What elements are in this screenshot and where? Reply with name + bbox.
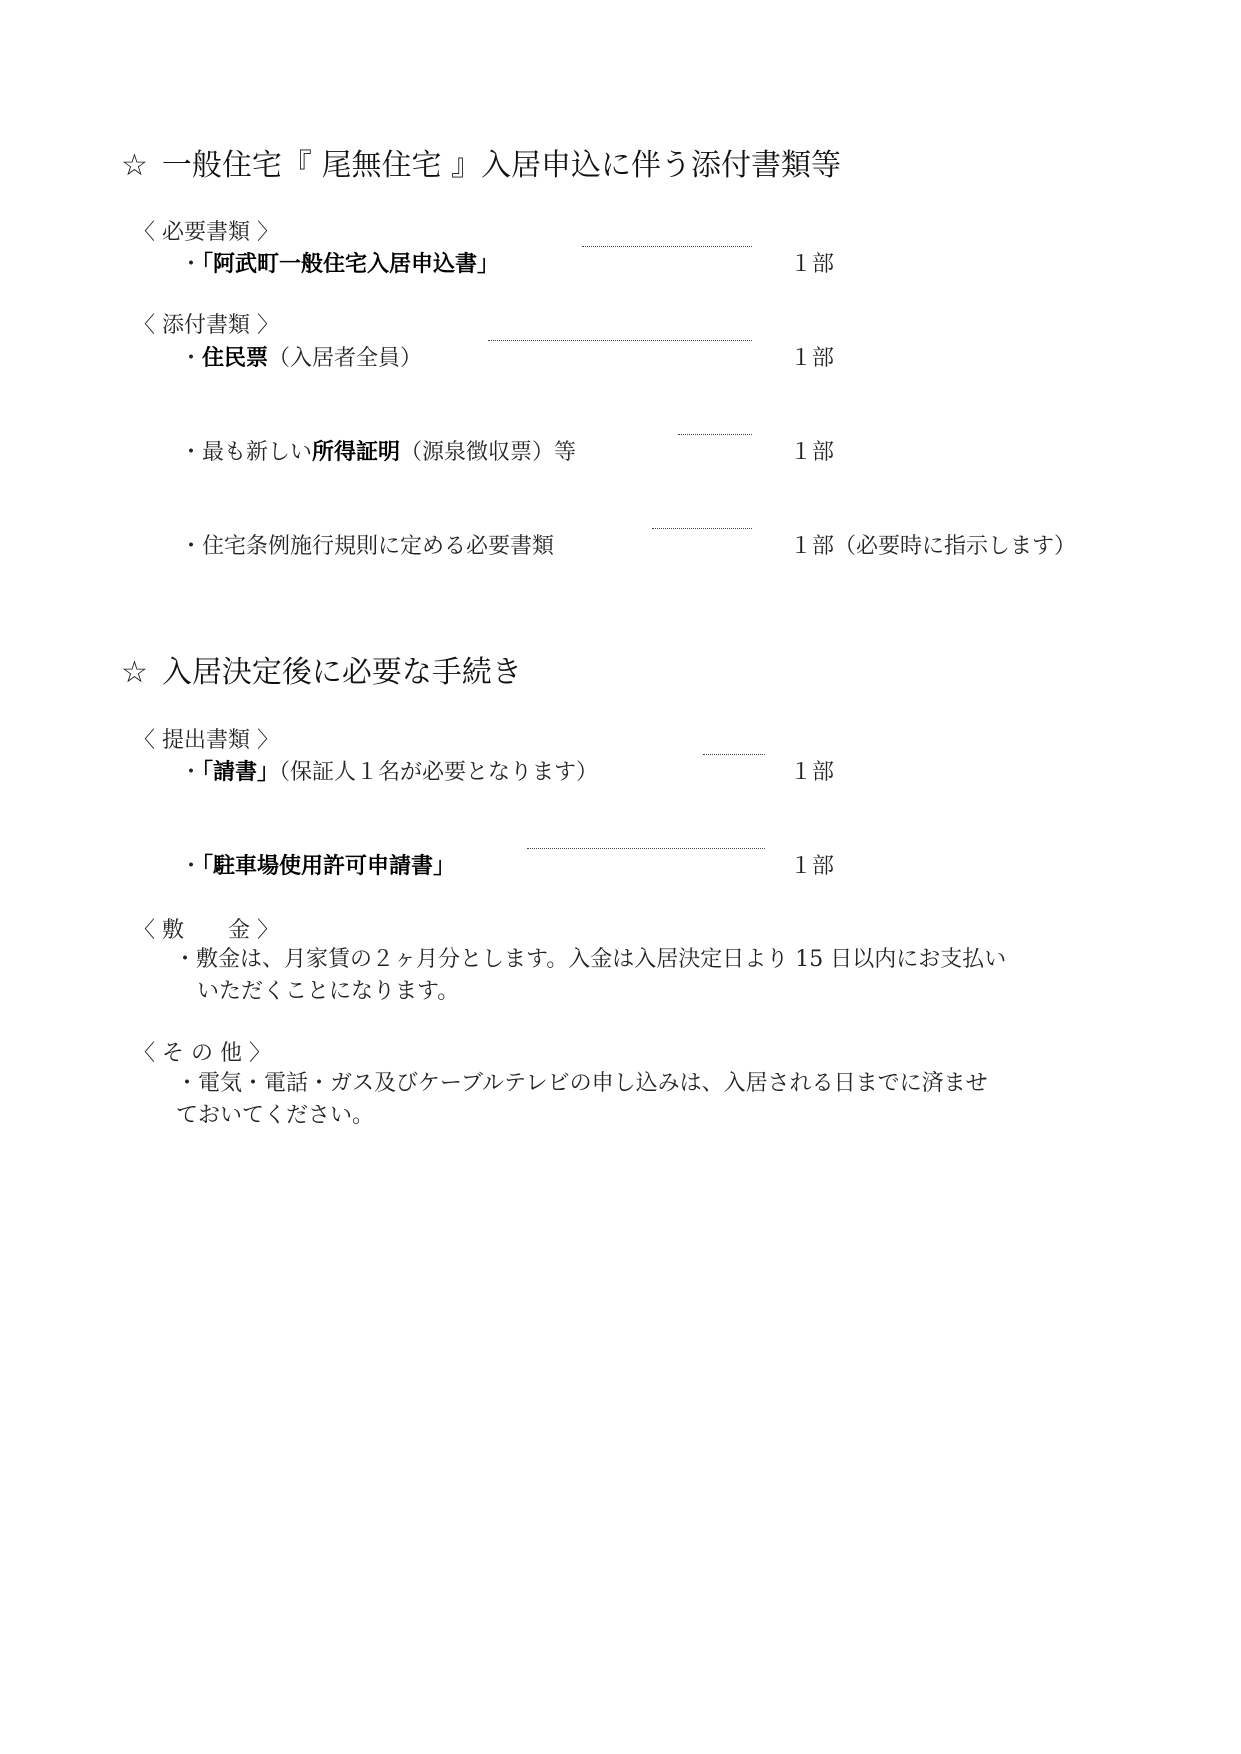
item-name: 住民票 <box>202 346 269 371</box>
item-name: 所得証明 <box>312 440 401 465</box>
deposit-label: 〈 敷 金 〉 <box>133 918 279 943</box>
bullet: ・ <box>180 534 203 559</box>
item-note: （保証人１名が必要となります） <box>279 760 599 785</box>
item-quantity: １部 <box>790 346 835 371</box>
other-text-line2: ておいてください。 <box>176 1103 375 1128</box>
item-name: 「阿武町一般住宅入居申込書」 <box>202 252 500 277</box>
item-quantity: １部 <box>790 440 835 465</box>
leader-line <box>678 434 752 435</box>
section1-title: 一般住宅『 尾無住宅 』入居申込に伴う添付書類等 <box>161 148 841 183</box>
bullet: ・ <box>180 252 203 277</box>
item-quantity: １部 <box>790 252 835 277</box>
leader-line <box>652 528 752 529</box>
star-icon: ☆ <box>121 655 148 690</box>
bullet: ・ <box>180 346 203 371</box>
item-name: 住宅条例施行規則に定める必要書類 <box>202 534 555 559</box>
leader-line <box>527 848 765 849</box>
bullet: ・ <box>180 760 203 785</box>
item-prefix: 最も新しい <box>202 440 313 465</box>
item-quantity: １部 <box>790 854 835 879</box>
required-item-application <box>180 251 499 279</box>
leader-line <box>488 340 752 341</box>
other-label: 〈 そ の 他 〉 <box>133 1041 271 1066</box>
item-name: 「駐車場使用許可申請書」 <box>202 854 456 879</box>
leader-line <box>703 754 765 755</box>
other-text-line1: ・電気・電話・ガス及びケーブルテレビの申し込みは、入居される日までに済ませ <box>176 1071 988 1096</box>
section1-heading <box>121 148 841 184</box>
submit-item-pledge <box>180 759 598 787</box>
item-quantity: １部 <box>790 760 835 785</box>
deposit-text-line2: いただくことになります。 <box>197 979 460 1004</box>
submit-documents-label: 〈 提出書類 〉 <box>133 728 279 753</box>
item-quantity: １部（必要時に指示します） <box>790 534 1077 559</box>
attached-documents-label: 〈 添付書類 〉 <box>133 313 279 338</box>
attached-item-income-certificate <box>180 439 576 467</box>
leader-line <box>582 246 752 247</box>
star-icon: ☆ <box>121 148 148 183</box>
bullet: ・ <box>180 854 203 879</box>
section2-title: 入居決定後に必要な手続き <box>161 655 522 690</box>
required-documents-label: 〈 必要書類 〉 <box>133 220 279 245</box>
submit-item-parking-permit <box>180 853 455 881</box>
attached-item-resident-card <box>180 345 422 373</box>
attached-item-regulation-documents <box>180 533 554 561</box>
bullet: ・ <box>180 440 203 465</box>
item-note: （源泉徴収票）等 <box>400 440 577 465</box>
item-note: （入居者全員） <box>268 346 423 371</box>
item-name: 「請書」 <box>202 760 280 785</box>
section2-heading <box>121 655 522 691</box>
deposit-text-line1: ・敷金は、月家賃の２ヶ月分とします。入金は入居決定日より 15 日以内にお支払い <box>174 947 1007 972</box>
